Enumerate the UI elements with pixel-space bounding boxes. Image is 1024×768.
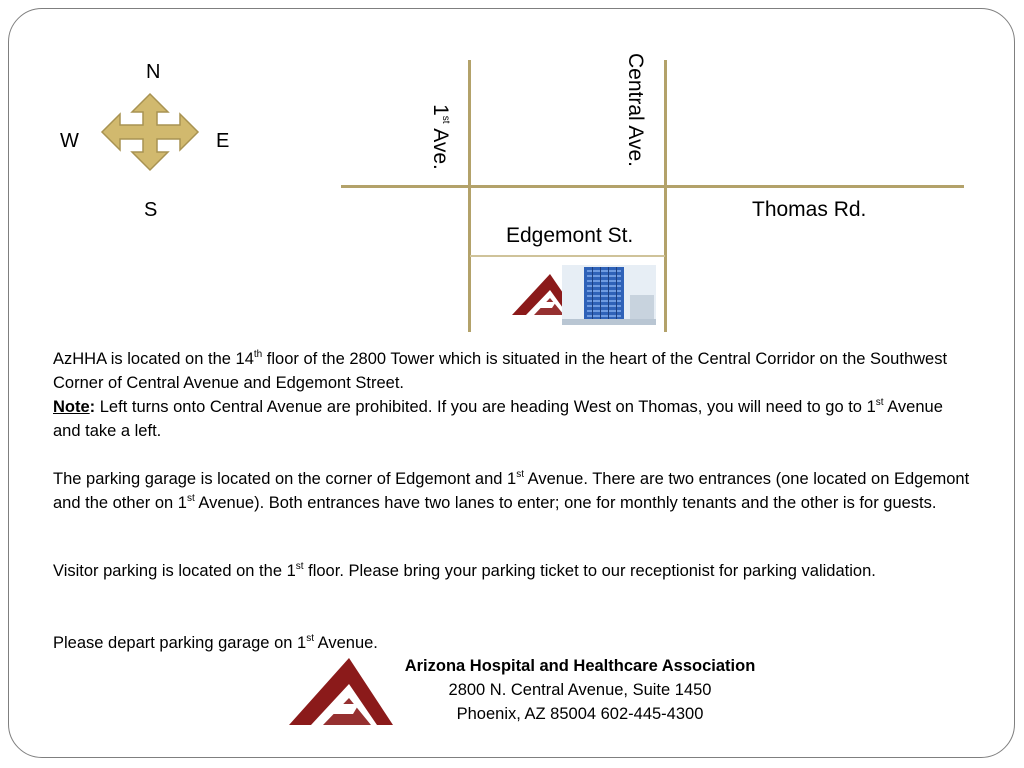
tower-building-image [562, 265, 656, 325]
paragraph-location: AzHHA is located on the 14th floor of the 2800 Tower which is situated in the heart of the Central Corridor on the Southwest Corner of Central Avenue and Edgemont Street. [53, 348, 948, 392]
parking-garage-description [53, 467, 973, 515]
paragraph-visitor-parking: Visitor parking is located on the 1st floor. Please bring your parking ticket to our receptionist for parking validation. [53, 560, 876, 580]
label-1st-ave: 1st Ave. [429, 104, 452, 170]
compass-west-label: W [60, 130, 79, 152]
road-edgemont-st [470, 255, 665, 257]
location-description [53, 347, 973, 443]
compass-arrows-icon [100, 92, 200, 172]
paragraph-depart: Please depart parking garage on 1st Avenue. [53, 632, 378, 652]
label-edgemont-st: Edgemont St. [506, 224, 634, 247]
organization-city-phone: Phoenix, AZ 85004 602-445-4300 [456, 705, 704, 723]
compass-south-label: S [144, 199, 158, 221]
organization-footer [380, 654, 780, 726]
note-label: Note [53, 398, 90, 416]
paragraph-parking-garage: The parking garage is located on the corner of Edgemont and 1st Avenue. There are two entrances (one located on Edgemont and the other on 1st Avenue). Both entrances have two lanes to enter; one for monthly tenants and the other is for guests. [53, 468, 970, 512]
road-1st-ave [468, 60, 471, 332]
organization-name: Arizona Hospital and Healthcare Association [404, 657, 756, 675]
compass-north-label: N [146, 61, 161, 83]
label-thomas-rd: Thomas Rd. [752, 198, 867, 221]
visitor-parking-description [53, 559, 973, 583]
depart-description [53, 631, 973, 655]
road-central-ave [664, 60, 667, 332]
label-central-ave: Central Ave. [624, 52, 647, 167]
azhha-logo-icon [289, 656, 393, 726]
paragraph-note: Note: Left turns onto Central Avenue are prohibited. If you are heading West on Thomas, you will need to go to 1st Avenue and take a left. [53, 396, 943, 440]
compass-east-label: E [216, 130, 230, 152]
organization-address: 2800 N. Central Avenue, Suite 1450 [448, 681, 712, 699]
